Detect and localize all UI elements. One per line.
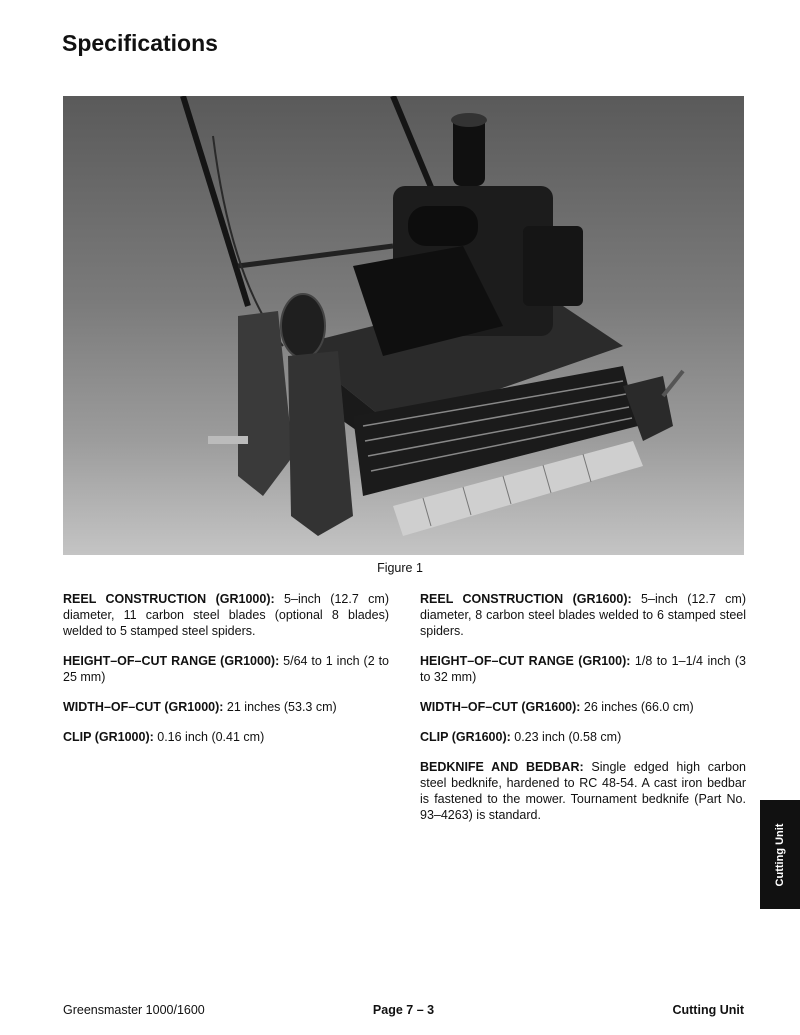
mower-photo xyxy=(63,96,744,555)
spec-label: BEDKNIFE AND BEDBAR: xyxy=(420,760,584,774)
spec-clip-gr1000 xyxy=(63,729,389,745)
spec-label: WIDTH–OF–CUT (GR1600): xyxy=(420,700,581,714)
spec-label: REEL CONSTRUCTION (GR1600): xyxy=(420,592,632,606)
spec-text: 21 inches (53.3 cm) xyxy=(223,700,337,714)
spec-label: CLIP (GR1000): xyxy=(63,730,154,744)
spec-text: 5–inch (12.7 cm) diameter, 8 carbon steel blades welded to 6 stamped steel spiders. xyxy=(420,592,747,638)
figure-caption: Figure 1 xyxy=(377,561,423,575)
spec-bedknife-and-bedbar xyxy=(420,759,746,823)
section-side-tab-label: Cutting Unit xyxy=(774,823,786,886)
spec-text: 0.23 inch (0.58 cm) xyxy=(510,730,622,744)
spec-text: 26 inches (66.0 cm) xyxy=(580,700,694,714)
spec-text: 1/8 to 1–1/4 inch (3 to 32 mm) xyxy=(420,654,746,684)
page-footer xyxy=(63,1003,744,1019)
footer-page-number: Page 7 – 3 xyxy=(372,1003,435,1017)
footer-section-name: Cutting Unit xyxy=(672,1003,744,1017)
spec-width-of-cut-gr1600 xyxy=(420,699,746,715)
spec-label: HEIGHT–OF–CUT RANGE (GR100): xyxy=(420,654,631,668)
section-side-tab xyxy=(760,800,800,909)
spec-width-of-cut-gr1000 xyxy=(63,699,389,715)
spec-label: HEIGHT–OF–CUT RANGE (GR1000): xyxy=(63,654,280,668)
spec-label: CLIP (GR1600): xyxy=(420,730,511,744)
spec-clip-gr1600 xyxy=(420,729,746,745)
page-title: Specifications xyxy=(62,30,218,56)
spec-reel-construction-gr1000 xyxy=(63,591,389,639)
spec-height-of-cut-gr100 xyxy=(420,653,746,685)
spec-height-of-cut-gr1000 xyxy=(63,653,389,685)
spec-label: WIDTH–OF–CUT (GR1000): xyxy=(63,700,224,714)
spec-text: 0.16 inch (0.41 cm) xyxy=(153,730,265,744)
spec-text: Single edged high carbon steel bedknife, hardened to RC 48-54. A cast iron bedbar is fastened to the mower. Tournament bedknife (Part No. 93–4263) is standard. xyxy=(420,760,746,822)
spec-label: REEL CONSTRUCTION (GR1000): xyxy=(63,592,275,606)
spec-reel-construction-gr1600 xyxy=(420,591,746,639)
footer-product-name: Greensmaster 1000/1600 xyxy=(63,1003,205,1017)
specs-right-column xyxy=(420,591,746,837)
spec-text: 5/64 to 1 inch (2 to 25 mm) xyxy=(63,654,390,684)
specs-left-column xyxy=(63,591,389,759)
spec-text: 5–inch (12.7 cm) diameter, 11 carbon steel blades (optional 8 blades) welded to 5 stamped steel spiders. xyxy=(63,592,390,638)
